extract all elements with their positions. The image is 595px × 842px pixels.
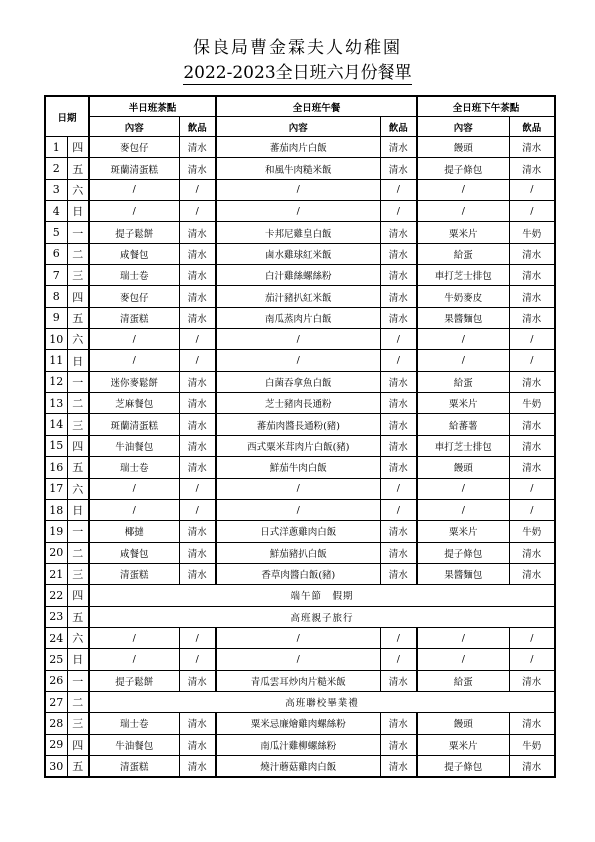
table-row	[45, 478, 555, 499]
half-day-snack-cell: /	[89, 627, 179, 648]
half-day-snack-cell: 清蛋糕	[89, 307, 179, 328]
afternoon-snack-cell: 粟米片	[417, 734, 509, 755]
table-row	[45, 755, 555, 777]
lunch-drink-cell: /	[380, 649, 417, 670]
lunch-drink-cell: 清水	[380, 713, 417, 734]
half-day-snack-cell: 清蛋糕	[89, 563, 179, 584]
table-row	[45, 691, 555, 712]
lunch-drink-cell: 清水	[380, 286, 417, 307]
afternoon-drink-cell: 清水	[509, 158, 555, 179]
afternoon-drink-cell: 清水	[509, 307, 555, 328]
weekday-cell: 五	[67, 606, 89, 627]
menu-table	[44, 95, 556, 778]
half-day-snack-cell: 迷你麥鬆餅	[89, 371, 179, 392]
date-header: 日期	[45, 96, 89, 137]
half-day-drink-cell: /	[179, 627, 216, 648]
date-cell: 27	[45, 691, 67, 712]
table-row	[45, 137, 555, 158]
lunch-cell: 和風牛肉糙米飯	[216, 158, 380, 179]
weekday-cell: 四	[67, 286, 89, 307]
lunch-drink-cell: 清水	[380, 243, 417, 264]
half-day-snack-cell: 麥包仔	[89, 286, 179, 307]
table-row	[45, 713, 555, 734]
lunch-cell: 燒汁蘑菇雞肉白飯	[216, 755, 380, 777]
afternoon-snack-cell: 給蛋	[417, 670, 509, 691]
lunch-drink-cell: /	[380, 627, 417, 648]
half-day-drink-cell: 清水	[179, 755, 216, 777]
date-cell: 13	[45, 393, 67, 414]
half-day-snack-cell: 芝麻餐包	[89, 393, 179, 414]
afternoon-drink-cell: 清水	[509, 243, 555, 264]
lunch-cell: 香草肉醬白飯(豬)	[216, 563, 380, 584]
lunch-drink-cell: 清水	[380, 414, 417, 435]
half-day-snack-cell: 牛油餐包	[89, 734, 179, 755]
table-row	[45, 307, 555, 328]
half-day-snack-cell: /	[89, 478, 179, 499]
half-day-drink-cell: 清水	[179, 307, 216, 328]
table-row	[45, 158, 555, 179]
afternoon-snack-cell: 饅頭	[417, 457, 509, 478]
half-day-snack-cell: 椰撻	[89, 521, 179, 542]
lunch-drink-cell: 清水	[380, 457, 417, 478]
weekday-cell: 三	[67, 563, 89, 584]
afternoon-snack-cell: 提子條包	[417, 755, 509, 777]
date-cell: 21	[45, 563, 67, 584]
table-row	[45, 435, 555, 456]
half-day-snack-cell: 咸餐包	[89, 243, 179, 264]
half-day-drink-cell: 清水	[179, 265, 216, 286]
date-cell: 7	[45, 265, 67, 286]
table-row	[45, 286, 555, 307]
lunch-drink-cell: 清水	[380, 265, 417, 286]
weekday-cell: 六	[67, 627, 89, 648]
afternoon-snack-cell: 饅頭	[417, 137, 509, 158]
afternoon-drink-cell: 清水	[509, 457, 555, 478]
table-row	[45, 222, 555, 243]
weekday-cell: 二	[67, 691, 89, 712]
date-cell: 28	[45, 713, 67, 734]
afternoon-snack-cell: 饅頭	[417, 713, 509, 734]
afternoon-snack-cell: /	[417, 179, 509, 200]
afternoon-drink-cell: 清水	[509, 713, 555, 734]
afternoon-snack-cell: 粟米片	[417, 393, 509, 414]
lunch-cell: 日式洋蔥雞肉白飯	[216, 521, 380, 542]
weekday-cell: 二	[67, 243, 89, 264]
lunch-drink-cell: 清水	[380, 371, 417, 392]
date-cell: 17	[45, 478, 67, 499]
afternoon-snack-cell: 給蕃薯	[417, 414, 509, 435]
date-cell: 22	[45, 585, 67, 606]
table-row	[45, 371, 555, 392]
table-row	[45, 649, 555, 670]
afternoon-drink-cell: 清水	[509, 542, 555, 563]
table-row	[45, 350, 555, 371]
date-cell: 25	[45, 649, 67, 670]
date-cell: 4	[45, 201, 67, 222]
lunch-drink-cell: /	[380, 179, 417, 200]
weekday-cell: 日	[67, 499, 89, 520]
half-day-drink-cell: 清水	[179, 542, 216, 563]
half-day-drink-cell: 清水	[179, 414, 216, 435]
lunch-drink-cell: 清水	[380, 393, 417, 414]
event-cell: 高班親子旅行	[89, 606, 555, 627]
half-day-snack-header: 半日班茶點	[89, 96, 216, 117]
half-day-snack-cell: 牛油餐包	[89, 435, 179, 456]
date-cell: 14	[45, 414, 67, 435]
date-cell: 2	[45, 158, 67, 179]
lunch-cell: 蕃茄肉片白飯	[216, 137, 380, 158]
weekday-cell: 日	[67, 201, 89, 222]
lunch-cell: /	[216, 627, 380, 648]
half-day-drink-cell: /	[179, 350, 216, 371]
lunch-drink-cell: /	[380, 350, 417, 371]
weekday-cell: 一	[67, 521, 89, 542]
lunch-drink-cell: 清水	[380, 521, 417, 542]
table-row	[45, 521, 555, 542]
afternoon-snack-cell: /	[417, 329, 509, 350]
date-cell: 5	[45, 222, 67, 243]
half-day-drink-cell: 清水	[179, 222, 216, 243]
afternoon-drink-cell: /	[509, 649, 555, 670]
lunch-drink-cell: /	[380, 329, 417, 350]
weekday-cell: 五	[67, 307, 89, 328]
lunch-cell: 芝士豬肉長通粉	[216, 393, 380, 414]
table-row	[45, 414, 555, 435]
afternoon-snack-cell: 提子條包	[417, 158, 509, 179]
table-row	[45, 457, 555, 478]
lunch-drink-cell: /	[380, 499, 417, 520]
date-cell: 1	[45, 137, 67, 158]
content-header: 內容	[417, 117, 509, 137]
lunch-drink-cell: /	[380, 201, 417, 222]
weekday-cell: 二	[67, 542, 89, 563]
half-day-snack-cell: 斑蘭清蛋糕	[89, 414, 179, 435]
lunch-cell: /	[216, 350, 380, 371]
half-day-drink-cell: 清水	[179, 670, 216, 691]
afternoon-snack-cell: 粟米片	[417, 222, 509, 243]
half-day-drink-cell: 清水	[179, 371, 216, 392]
half-day-snack-cell: 瑞士卷	[89, 457, 179, 478]
half-day-drink-cell: 清水	[179, 393, 216, 414]
table-row	[45, 243, 555, 264]
half-day-drink-cell: 清水	[179, 713, 216, 734]
half-day-drink-cell: 清水	[179, 521, 216, 542]
date-cell: 10	[45, 329, 67, 350]
afternoon-snack-cell: 給蛋	[417, 243, 509, 264]
lunch-cell: 粟米忌廉燴雞肉螺絲粉	[216, 713, 380, 734]
table-row	[45, 734, 555, 755]
afternoon-snack-cell: 車打芝士排包	[417, 265, 509, 286]
weekday-cell: 四	[67, 137, 89, 158]
lunch-drink-cell: 清水	[380, 158, 417, 179]
date-cell: 20	[45, 542, 67, 563]
half-day-drink-cell: 清水	[179, 137, 216, 158]
lunch-cell: 青瓜雲耳炒肉片糙米飯	[216, 670, 380, 691]
half-day-drink-cell: /	[179, 478, 216, 499]
afternoon-drink-cell: 清水	[509, 563, 555, 584]
lunch-cell: /	[216, 499, 380, 520]
lunch-drink-cell: 清水	[380, 222, 417, 243]
full-day-snack-header: 全日班下午茶點	[417, 96, 555, 117]
afternoon-snack-cell: 給蛋	[417, 371, 509, 392]
content-header: 內容	[216, 117, 380, 137]
afternoon-drink-cell: 清水	[509, 371, 555, 392]
weekday-cell: 四	[67, 435, 89, 456]
afternoon-snack-cell: 果醬麵包	[417, 563, 509, 584]
weekday-cell: 五	[67, 457, 89, 478]
afternoon-drink-cell: /	[509, 478, 555, 499]
half-day-snack-cell: 瑞士卷	[89, 265, 179, 286]
lunch-drink-cell: 清水	[380, 307, 417, 328]
date-cell: 11	[45, 350, 67, 371]
weekday-cell: 三	[67, 414, 89, 435]
half-day-drink-cell: 清水	[179, 286, 216, 307]
lunch-cell: /	[216, 478, 380, 499]
afternoon-snack-cell: /	[417, 350, 509, 371]
afternoon-drink-cell: /	[509, 201, 555, 222]
half-day-snack-cell: /	[89, 201, 179, 222]
event-cell: 端午節 假期	[89, 585, 555, 606]
weekday-cell: 一	[67, 670, 89, 691]
afternoon-drink-cell: 清水	[509, 286, 555, 307]
half-day-drink-cell: /	[179, 329, 216, 350]
date-cell: 16	[45, 457, 67, 478]
half-day-snack-cell: 咸餐包	[89, 542, 179, 563]
afternoon-drink-cell: 牛奶	[509, 222, 555, 243]
lunch-drink-cell: 清水	[380, 734, 417, 755]
afternoon-drink-cell: 牛奶	[509, 521, 555, 542]
lunch-cell: 白汁雞絲螺絲粉	[216, 265, 380, 286]
half-day-drink-cell: /	[179, 201, 216, 222]
afternoon-snack-cell: /	[417, 649, 509, 670]
date-cell: 9	[45, 307, 67, 328]
table-row	[45, 393, 555, 414]
date-cell: 24	[45, 627, 67, 648]
table-row	[45, 542, 555, 563]
weekday-cell: 三	[67, 265, 89, 286]
weekday-cell: 日	[67, 350, 89, 371]
table-row	[45, 201, 555, 222]
weekday-cell: 四	[67, 734, 89, 755]
half-day-snack-cell: 斑蘭清蛋糕	[89, 158, 179, 179]
lunch-cell: 南瓜蒸肉片白飯	[216, 307, 380, 328]
half-day-snack-cell: 清蛋糕	[89, 755, 179, 777]
afternoon-snack-cell: /	[417, 627, 509, 648]
weekday-cell: 五	[67, 755, 89, 777]
lunch-drink-cell: /	[380, 478, 417, 499]
date-cell: 26	[45, 670, 67, 691]
half-day-drink-cell: 清水	[179, 563, 216, 584]
lunch-cell: 白菌吞拿魚白飯	[216, 371, 380, 392]
half-day-snack-cell: 提子鬆餅	[89, 670, 179, 691]
date-cell: 6	[45, 243, 67, 264]
table-row	[45, 606, 555, 627]
drink-header: 飲品	[509, 117, 555, 137]
afternoon-drink-cell: 清水	[509, 435, 555, 456]
afternoon-snack-cell: 車打芝士排包	[417, 435, 509, 456]
afternoon-drink-cell: /	[509, 499, 555, 520]
afternoon-snack-cell: /	[417, 499, 509, 520]
half-day-snack-cell: /	[89, 329, 179, 350]
menu-title-text: 2022-2023全日班六月份餐單	[183, 63, 412, 83]
menu-title	[0, 58, 595, 83]
table-row	[45, 585, 555, 606]
school-name: 保良局曹金霖夫人幼稚園	[193, 38, 402, 58]
event-cell: 高班聯校畢業禮	[89, 691, 555, 712]
date-cell: 29	[45, 734, 67, 755]
half-day-snack-cell: 提子鬆餅	[89, 222, 179, 243]
date-cell: 15	[45, 435, 67, 456]
date-cell: 12	[45, 371, 67, 392]
half-day-snack-cell: /	[89, 649, 179, 670]
afternoon-drink-cell: /	[509, 627, 555, 648]
half-day-drink-cell: 清水	[179, 457, 216, 478]
date-cell: 18	[45, 499, 67, 520]
lunch-drink-cell: 清水	[380, 435, 417, 456]
half-day-snack-cell: /	[89, 350, 179, 371]
afternoon-snack-cell: 粟米片	[417, 521, 509, 542]
lunch-cell: /	[216, 649, 380, 670]
afternoon-drink-cell: 清水	[509, 265, 555, 286]
half-day-drink-cell: /	[179, 499, 216, 520]
half-day-drink-cell: /	[179, 179, 216, 200]
lunch-cell: /	[216, 329, 380, 350]
afternoon-drink-cell: 清水	[509, 755, 555, 777]
weekday-cell: 五	[67, 158, 89, 179]
afternoon-drink-cell: 牛奶	[509, 393, 555, 414]
afternoon-snack-cell: 牛奶麥皮	[417, 286, 509, 307]
lunch-drink-cell: 清水	[380, 563, 417, 584]
lunch-cell: /	[216, 201, 380, 222]
lunch-cell: 卡邦尼雞皇白飯	[216, 222, 380, 243]
half-day-snack-cell: /	[89, 179, 179, 200]
lunch-drink-cell: 清水	[380, 755, 417, 777]
afternoon-drink-cell: 牛奶	[509, 734, 555, 755]
afternoon-drink-cell: /	[509, 329, 555, 350]
table-row	[45, 499, 555, 520]
date-cell: 23	[45, 606, 67, 627]
table-row	[45, 179, 555, 200]
date-cell: 3	[45, 179, 67, 200]
table-row	[45, 563, 555, 584]
date-cell: 30	[45, 755, 67, 777]
lunch-cell: /	[216, 179, 380, 200]
afternoon-drink-cell: /	[509, 350, 555, 371]
afternoon-snack-cell: /	[417, 201, 509, 222]
half-day-drink-cell: 清水	[179, 243, 216, 264]
weekday-cell: 六	[67, 478, 89, 499]
lunch-drink-cell: 清水	[380, 137, 417, 158]
weekday-cell: 一	[67, 222, 89, 243]
drink-header: 飲品	[380, 117, 417, 137]
half-day-snack-cell: /	[89, 499, 179, 520]
table-row	[45, 670, 555, 691]
date-cell: 8	[45, 286, 67, 307]
weekday-cell: 日	[67, 649, 89, 670]
table-row	[45, 627, 555, 648]
lunch-drink-cell: 清水	[380, 670, 417, 691]
half-day-drink-cell: /	[179, 649, 216, 670]
afternoon-snack-cell: /	[417, 478, 509, 499]
afternoon-snack-cell: 果醬麵包	[417, 307, 509, 328]
lunch-cell: 鮮茄牛肉白飯	[216, 457, 380, 478]
afternoon-drink-cell: 清水	[509, 414, 555, 435]
content-header: 內容	[89, 117, 179, 137]
weekday-cell: 三	[67, 713, 89, 734]
drink-header: 飲品	[179, 117, 216, 137]
table-row	[45, 329, 555, 350]
lunch-cell: 西式粟米茸肉片白飯(豬)	[216, 435, 380, 456]
afternoon-snack-cell: 提子條包	[417, 542, 509, 563]
date-cell: 19	[45, 521, 67, 542]
weekday-cell: 六	[67, 329, 89, 350]
weekday-cell: 二	[67, 393, 89, 414]
afternoon-drink-cell: /	[509, 179, 555, 200]
table-row	[45, 265, 555, 286]
weekday-cell: 六	[67, 179, 89, 200]
weekday-cell: 四	[67, 585, 89, 606]
afternoon-drink-cell: 清水	[509, 670, 555, 691]
lunch-cell: 鮮茄豬扒白飯	[216, 542, 380, 563]
half-day-snack-cell: 麥包仔	[89, 137, 179, 158]
afternoon-drink-cell: 清水	[509, 137, 555, 158]
full-day-lunch-header: 全日班午餐	[216, 96, 417, 117]
half-day-drink-cell: 清水	[179, 435, 216, 456]
half-day-drink-cell: 清水	[179, 158, 216, 179]
menu-body	[45, 137, 555, 778]
lunch-cell: 鹵水雞球紅米飯	[216, 243, 380, 264]
lunch-cell: 茄汁豬扒紅米飯	[216, 286, 380, 307]
half-day-snack-cell: 瑞士卷	[89, 713, 179, 734]
weekday-cell: 一	[67, 371, 89, 392]
half-day-drink-cell: 清水	[179, 734, 216, 755]
lunch-drink-cell: 清水	[380, 542, 417, 563]
lunch-cell: 蕃茄肉醬長通粉(豬)	[216, 414, 380, 435]
lunch-cell: 南瓜汁雞柳螺絲粉	[216, 734, 380, 755]
